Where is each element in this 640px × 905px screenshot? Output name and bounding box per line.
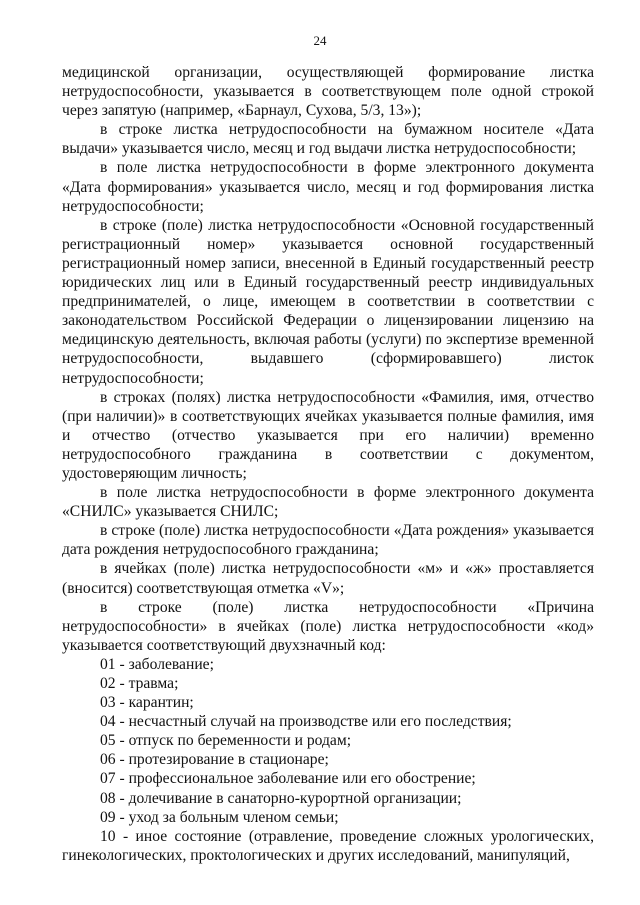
list-item: 04 - несчастный случай на производстве или его последствия; (100, 713, 512, 731)
list-item: 03 - карантин; (100, 694, 194, 712)
paragraph: медицинской организации, осуществляющей формирование листка нетрудоспособности, указывается в соответствующем поле одной строкой через запятую (например, «Барнаул, Сухова, 5/3, 13»); (62, 64, 594, 120)
list-item: 01 - заболевание; (100, 655, 214, 673)
code-list (62, 655, 594, 865)
paragraph: в поле листка нетрудоспособности в форме электронного документа «Дата формирования» указывается число, месяц и год формирования листка нетрудоспособности; (62, 159, 594, 215)
list-item: 07 - профессиональное заболевание или его обострение; (100, 770, 476, 788)
paragraph: в поле листка нетрудоспособности в форме электронного документа «СНИЛС» указывается СНИЛС; (62, 484, 594, 521)
list-item: 02 - травма; (100, 675, 179, 692)
list-item: 08 - долечивание в санаторно-курортной организации; (100, 789, 462, 807)
list-item: 06 - протезирование в стационаре; (100, 751, 329, 769)
paragraph: в ячейках (поле) листка нетрудоспособности «м» и «ж» проставляется (вносится) соответствующая отметка «V»; (62, 560, 594, 597)
paragraph: в строке (поле) листка нетрудоспособности «Причина нетрудоспособности» в ячейках (поле) листка нетрудоспособности «код» указывается соответствующий двухзначный код: (62, 598, 594, 654)
document-body (62, 63, 594, 865)
paragraph: в строках (полях) листка нетрудоспособности «Фамилия, имя, отчество (при наличии)» в соответствующих ячейках указывается полные фамилия, имя и отчество (отчество указывается при его наличии) временно нетрудоспособного гражданина в соответствии с документом, удостоверяющим личность; (62, 388, 594, 482)
paragraph: в строке (поле) листка нетрудоспособности «Дата рождения» указывается дата рождения нетрудоспособного гражданина; (62, 522, 594, 559)
list-item: 05 - отпуск по беременности и родам; (100, 732, 352, 750)
list-item: 09 - уход за больным членом семьи; (100, 808, 339, 826)
paragraph: в строке (поле) листка нетрудоспособности «Основной государственный регистрационный номер» указывается основной государственный регистрационный номер записи, внесенной в Единый государственный реестр юридических лиц или в Единый государственный реестр индивидуальных предпринимателей, о лице, имеющем в соответствии в соответствии с законодательством Российской Федерации о лицензировании лицензию на медицинскую деятельность, включая работы (услуги) по экспертизе временной нетрудоспособности, выдавшего (сформировавшего) листок нетрудоспособности; (62, 216, 594, 387)
paragraph: в строке листка нетрудоспособности на бумажном носителе «Дата выдачи» указывается число, месяц и год выдачи листка нетрудоспособности; (62, 121, 594, 158)
list-item: 10 - иное состояние (отравление, проведение сложных урологических, гинекологических, проктологических и других исследований, манипуляций, (62, 827, 594, 864)
page-number: 24 (313, 33, 327, 48)
